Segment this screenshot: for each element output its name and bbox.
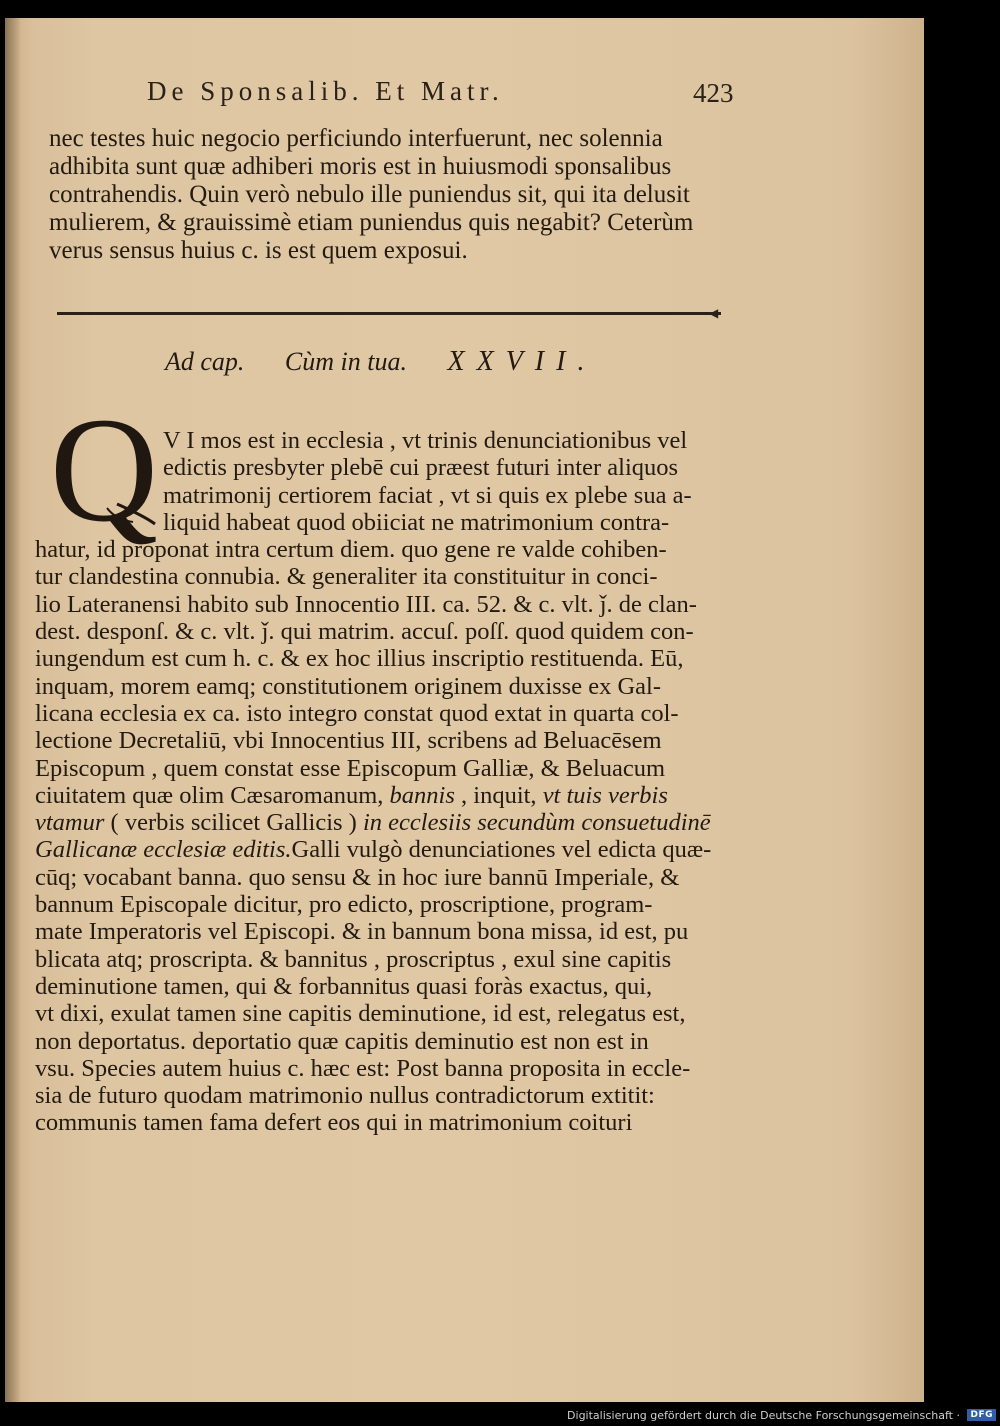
italic-segment: vtamur [35, 809, 105, 837]
italic-segment: bannis [389, 781, 455, 809]
text-line: mate Imperatoris vel Episcopi. & in bannum bona missa, id est, pu [35, 918, 689, 946]
italic-segment: vt tuis verbis [542, 781, 668, 809]
text-line: blicata atq; proscripta. & bannitus , proscriptus , exul sine capitis [35, 945, 672, 973]
text-line: communis tamen fama defert eos qui in matrimonium coituri [35, 1109, 633, 1137]
text-line: vt dixi, exulat tamen sine capitis deminutione, id est, relegatus est, [35, 1000, 686, 1028]
text-line: adhibita sunt quæ adhiberi moris est in huiusmodi sponsalibus [49, 153, 672, 180]
dfg-logo-icon: DFG [967, 1409, 996, 1421]
top-text-block [49, 125, 739, 265]
text-line: verus sensus huius c. is est quem exposui. [49, 237, 468, 264]
text-line: vsu. Species autem huius c. hæc est: Post banna proposita in eccle- [35, 1054, 691, 1082]
text-line: liquid habeat quod obiiciat ne matrimonium contra- [163, 508, 670, 536]
text-line: deminutione tamen, qui & forbannitus quasi foràs exactus, qui, [35, 972, 653, 1000]
text-line [35, 782, 725, 809]
running-head: De Sponsalib. Et Matr. [147, 76, 504, 106]
text-line: tur clandestina connubia. & generaliter ita constituitur in conci- [35, 563, 658, 591]
page-binding-shadow [5, 18, 21, 1402]
text-line: V I mos est in ecclesia , vt trinis denunciationibus vel [163, 427, 688, 454]
text-segment: ( verbis scilicet Gallicis ) [110, 809, 357, 837]
section-divider-rule [57, 312, 721, 315]
text-line: lio Lateranensi habito sub Innocentio III. ca. 52. & c. vlt. ǰ. de clan- [35, 590, 697, 618]
text-line: iungendum est cum h. c. & ex hoc illius inscriptio restituenda. Eū, [35, 645, 684, 673]
text-line: cūq; vocabant banna. quo sensu & in hoc iure bannū Imperiale, & [35, 863, 680, 891]
text-line: edictis presbyter plebē cui præest futuri inter aliquos [163, 454, 679, 482]
text-segment: ciuitatem quæ olim Cæsaromanum, [35, 781, 384, 809]
credit-text: Digitalisierung gefördert durch die Deutsche Forschungsgemeinschaft [567, 1408, 953, 1422]
text-line: licana ecclesia ex ca. isto integro constat quod extat in quarta col- [35, 699, 679, 727]
text-line [35, 809, 725, 836]
text-line: inquam, morem eamq; constitutionem originem duxisse ex Gal- [35, 672, 661, 700]
text-line: lectione Decretaliū, vbi Innocentius III, scribens ad Beluacēsem [35, 727, 662, 755]
text-segment: , inquit, [461, 781, 537, 809]
body-text-block [35, 427, 725, 1137]
text-line: sia de futuro quodam matrimonio nullus contradictorum extitit: [35, 1082, 655, 1110]
drop-cap-initial: Q [49, 387, 159, 553]
text-line: matrimonij certiorem faciat , vt si quis ex plebe sua a- [163, 481, 692, 509]
heading-ad-cap: Ad cap. [165, 347, 245, 376]
text-line: Episcopum , quem constat esse Episcopum Galliæ, & Beluacum [35, 754, 666, 782]
text-segment: Galli vulgò denunciationes vel edicta quæ- [291, 836, 712, 864]
page-number: 423 [693, 78, 734, 108]
book-page [5, 18, 924, 1402]
text-line [35, 836, 725, 863]
section-heading [165, 346, 630, 378]
text-line: contrahendis. Quin verò nebulo ille puniendus sit, qui ita delusit [49, 181, 690, 208]
text-line: nec testes huic negocio perficiundo interfuerunt, nec solennia [49, 125, 663, 152]
text-line: dest. desponſ. & c. vlt. ǰ. qui matrim. accuſ. poſſ. quod quidem con- [35, 618, 694, 646]
text-line: bannum Episcopale dicitur, pro edicto, proscriptione, program- [35, 891, 653, 919]
text-line: mulierem, & grauissimè etiam puniendus quis negabit? Ceterùm [49, 209, 694, 236]
italic-segment: Gallicanæ ecclesiæ editis. [35, 836, 292, 864]
text-line: hatur, id proponat intra certum diem. quo gene re valde cohiben- [35, 536, 667, 564]
heading-chapter-number: XXVII. [447, 346, 597, 377]
divider-flourish: ◀ [709, 306, 719, 320]
text-line: non deportatus. deportatio quæ capitis deminutio est non est in [35, 1027, 649, 1055]
digitization-credit: Digitalisierung gefördert durch die Deutsche Forschungsgemeinschaft · DFG [567, 1406, 996, 1424]
heading-title: Cùm in tua. [284, 347, 407, 376]
italic-segment: in ecclesiis secundùm consuetudinē [362, 809, 711, 837]
